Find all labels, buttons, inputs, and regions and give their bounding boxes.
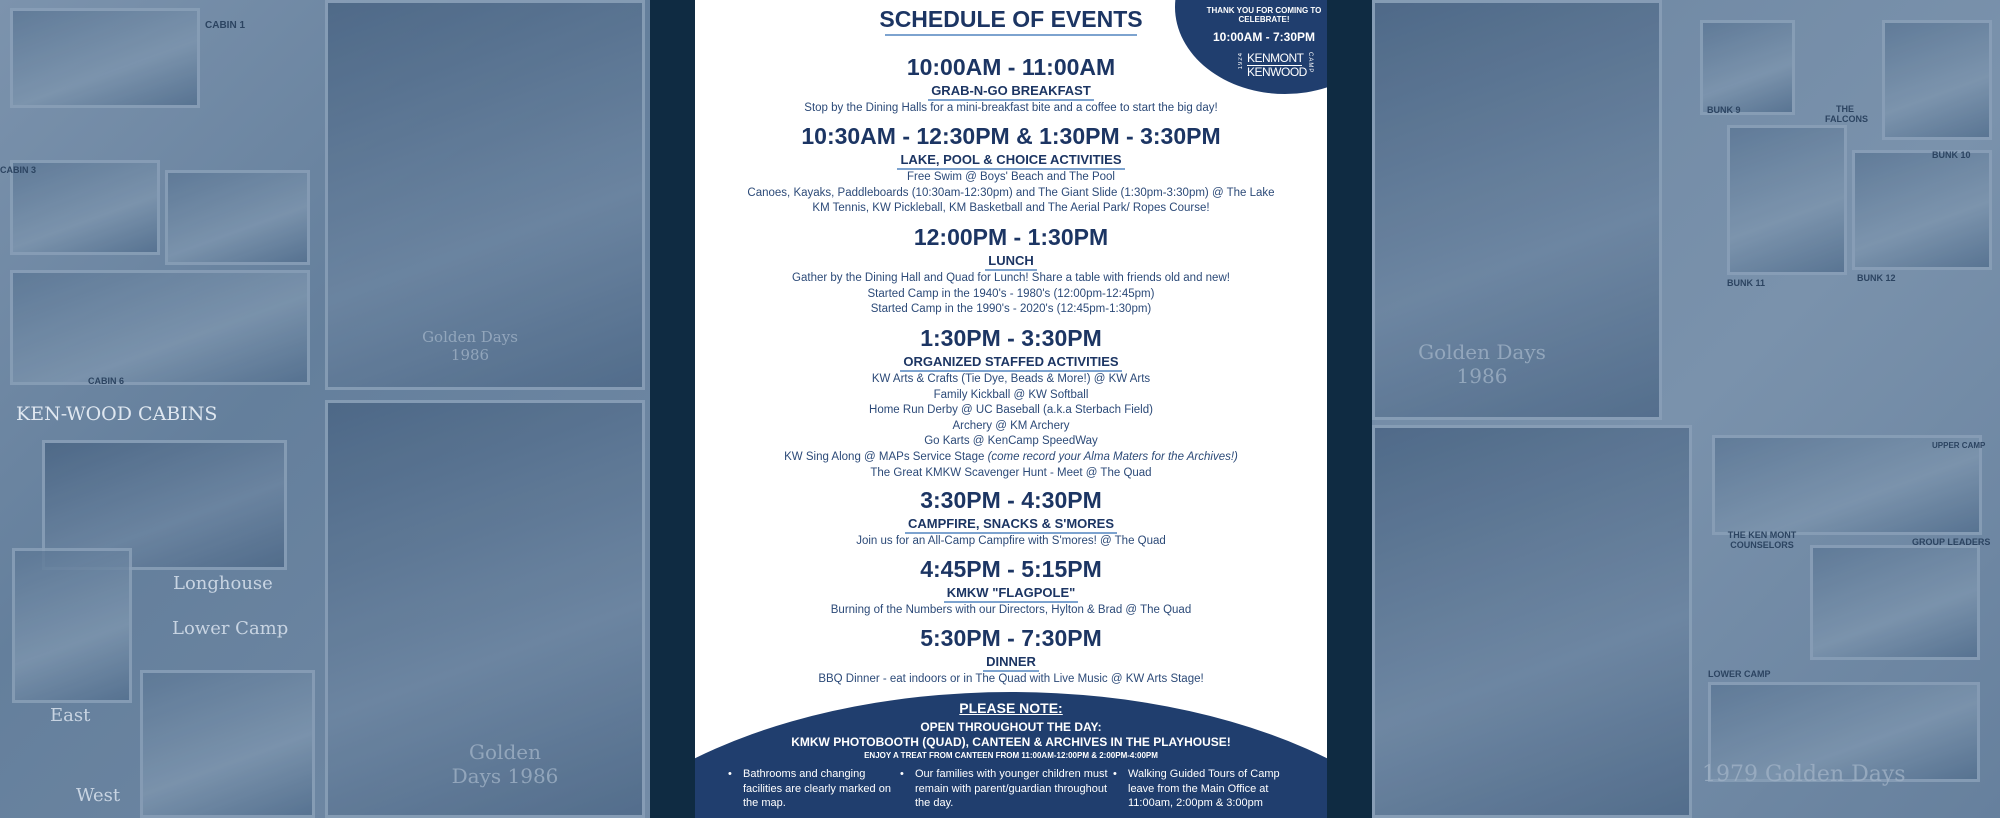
- event-staffed-activities: [695, 325, 1327, 481]
- bg-label-lower-camp: Lower Camp: [172, 618, 289, 639]
- background-collage-left: [0, 0, 650, 818]
- event-detail: Archery @ KM Archery: [952, 419, 1070, 432]
- bg-label-group-leaders: GROUP LEADERS: [1912, 537, 1991, 547]
- event-time: 3:30PM - 4:30PM: [920, 487, 1102, 513]
- event-name: DINNER: [983, 654, 1039, 672]
- background-photo: [165, 170, 310, 265]
- sing-along-italic: (come record your Alma Maters for the Archives!): [987, 450, 1238, 463]
- note-line: KMKW PHOTOBOOTH (QUAD), CANTEEN & ARCHIVES IN THE PLAYHOUSE!: [791, 735, 1231, 749]
- bg-label-golden-days-2: Golden Days 1986: [451, 740, 559, 788]
- event-detail: KM Tennis, KW Pickleball, KM Basketball and The Aerial Park/ Ropes Course!: [812, 202, 1210, 215]
- bg-label-golden-days-right: Golden Days 1986: [1418, 340, 1546, 388]
- background-photo: [10, 270, 310, 385]
- bg-label-cabin-1: CABIN 1: [205, 20, 246, 31]
- logo-kenmont: KENMONT: [1247, 51, 1304, 65]
- page-title: SCHEDULE OF EVENTS: [879, 6, 1143, 32]
- background-photo: [1712, 435, 1982, 535]
- bg-label-bunk-10: BUNK 10: [1932, 150, 1971, 160]
- bg-label-west: West: [76, 785, 121, 806]
- background-photo: [1852, 150, 1992, 270]
- bg-label-1979-golden-days: 1979 Golden Days: [1702, 762, 1906, 787]
- event-time: 4:45PM - 5:15PM: [920, 556, 1102, 582]
- note-bullets: [725, 767, 1315, 811]
- background-photo: [10, 8, 200, 108]
- event-detail: Canoes, Kayaks, Paddleboards (10:30am-12:30pm) and The Giant Slide (1:30pm-3:30pm) @ The Lake: [747, 186, 1275, 199]
- bg-label-bunk-9: BUNK 9: [1707, 105, 1741, 115]
- event-time: 10:30AM - 12:30PM & 1:30PM - 3:30PM: [801, 123, 1221, 149]
- event-detail: Started Camp in the 1940's - 1980's (12:00pm-12:45pm): [867, 287, 1155, 300]
- event-lake-pool: [695, 123, 1327, 217]
- sing-along-text: KW Sing Along @ MAPs Service Stage: [784, 450, 985, 463]
- event-detail: Stop by the Dining Halls for a mini-breakfast bite and a coffee to start the big day!: [804, 102, 1218, 114]
- event-time: 5:30PM - 7:30PM: [920, 625, 1102, 651]
- bg-label-lower-camp-right: LOWER CAMP: [1708, 669, 1771, 679]
- corner-thanks-text: THANK YOU FOR COMING TO CELEBRATE!: [1206, 6, 1322, 24]
- title-underline: [885, 34, 1137, 36]
- bg-label-east: East: [50, 705, 91, 726]
- event-detail: Free Swim @ Boys' Beach and The Pool: [907, 171, 1115, 183]
- event-name: GRAB-N-GO BREAKFAST: [928, 83, 1094, 101]
- logo-year: 1924: [1238, 52, 1244, 70]
- event-detail: Home Run Derby @ UC Baseball (a.k.a Sterbach Field): [869, 404, 1153, 417]
- note-title: PLEASE NOTE:: [959, 700, 1063, 716]
- bg-label-kenwood-cabins: KEN-WOOD CABINS: [16, 403, 218, 425]
- event-lunch: [695, 224, 1327, 318]
- schedule-poster: [695, 0, 1327, 818]
- event-detail: Burning of the Numbers with our Directors, Hylton & Brad @ The Quad: [830, 604, 1192, 616]
- event-detail: Family Kickball @ KW Softball: [933, 388, 1089, 401]
- event-name: LAKE, POOL & CHOICE ACTIVITIES: [897, 152, 1124, 170]
- note-bullet: • Our families with younger children must remain with parent/guardian throughout the day.: [897, 767, 1110, 811]
- background-photo: [140, 670, 315, 818]
- event-detail: KW Arts & Crafts (Tie Dye, Beads & More!) @ KW Arts: [871, 373, 1151, 385]
- bg-label-golden-days: Golden Days 1986: [422, 328, 518, 364]
- bg-label-falcons: THE FALCONS: [1825, 104, 1869, 124]
- bg-label-upper-camp: UPPER CAMP: [1932, 441, 1986, 450]
- background-photo: [1372, 425, 1692, 818]
- background-photo: [12, 548, 132, 703]
- bg-label-cabin-3: CABIN 3: [0, 165, 37, 175]
- event-time: 12:00PM - 1:30PM: [913, 224, 1109, 250]
- event-name: ORGANIZED STAFFED ACTIVITIES: [900, 354, 1121, 372]
- event-detail: BBQ Dinner - eat indoors or in The Quad with Live Music @ KW Arts Stage!: [818, 673, 1204, 685]
- event-detail: Join us for an All-Camp Campfire with S'mores! @ The Quad: [856, 535, 1166, 547]
- event-time: 10:00AM - 11:00AM: [906, 54, 1116, 80]
- note-line: ENJOY A TREAT FROM CANTEEN FROM 11:00AM-12:00PM & 2:00PM-4:00PM: [864, 751, 1158, 760]
- event-detail: Go Karts @ KenCamp SpeedWay: [924, 435, 1098, 448]
- background-collage-right: [1372, 0, 2000, 818]
- background-photo: [1810, 545, 1980, 660]
- event-detail: Started Camp in the 1990's - 2020's (12:45pm-1:30pm): [870, 303, 1152, 316]
- event-name: CAMPFIRE, SNACKS & S'MORES: [905, 516, 1117, 534]
- logo-camp: CAMP: [1307, 52, 1313, 74]
- event-name: LUNCH: [985, 253, 1037, 271]
- bg-label-counselors: THE KEN MONT COUNSELORS: [1727, 530, 1797, 550]
- logo-kenwood: KENWOOD: [1247, 65, 1307, 79]
- bg-label-cabin-6: CABIN 6: [88, 376, 125, 386]
- bg-label-bunk-11: BUNK 11: [1727, 278, 1766, 288]
- corner-time-text: 10:00AM - 7:30PM: [1212, 30, 1316, 44]
- bg-label-longhouse: Longhouse: [173, 573, 273, 594]
- background-photo: [1882, 20, 1992, 140]
- event-detail-sing-along: [695, 450, 1327, 466]
- event-detail: Gather by the Dining Hall and Quad for Lunch! Share a table with friends old and new!: [792, 272, 1230, 284]
- event-breakfast: [695, 54, 1327, 117]
- background-photo: [1727, 125, 1847, 275]
- event-detail: The Great KMKW Scavenger Hunt - Meet @ The Quad: [870, 466, 1152, 479]
- event-flagpole: [695, 556, 1327, 619]
- event-name: KMKW "FLAGPOLE": [944, 585, 1079, 603]
- note-bullet: • Walking Guided Tours of Camp leave from the Main Office at 11:00am, 2:00pm & 3:00pm: [1110, 767, 1305, 811]
- event-campfire: [695, 487, 1327, 550]
- note-bullet: • Bathrooms and changing facilities are clearly marked on the map.: [725, 767, 897, 811]
- event-dinner: [695, 625, 1327, 688]
- background-photo: [1700, 20, 1795, 115]
- note-line: OPEN THROUGHOUT THE DAY:: [920, 720, 1102, 734]
- event-time: 1:30PM - 3:30PM: [920, 325, 1102, 351]
- bg-label-bunk-12: BUNK 12: [1857, 273, 1896, 283]
